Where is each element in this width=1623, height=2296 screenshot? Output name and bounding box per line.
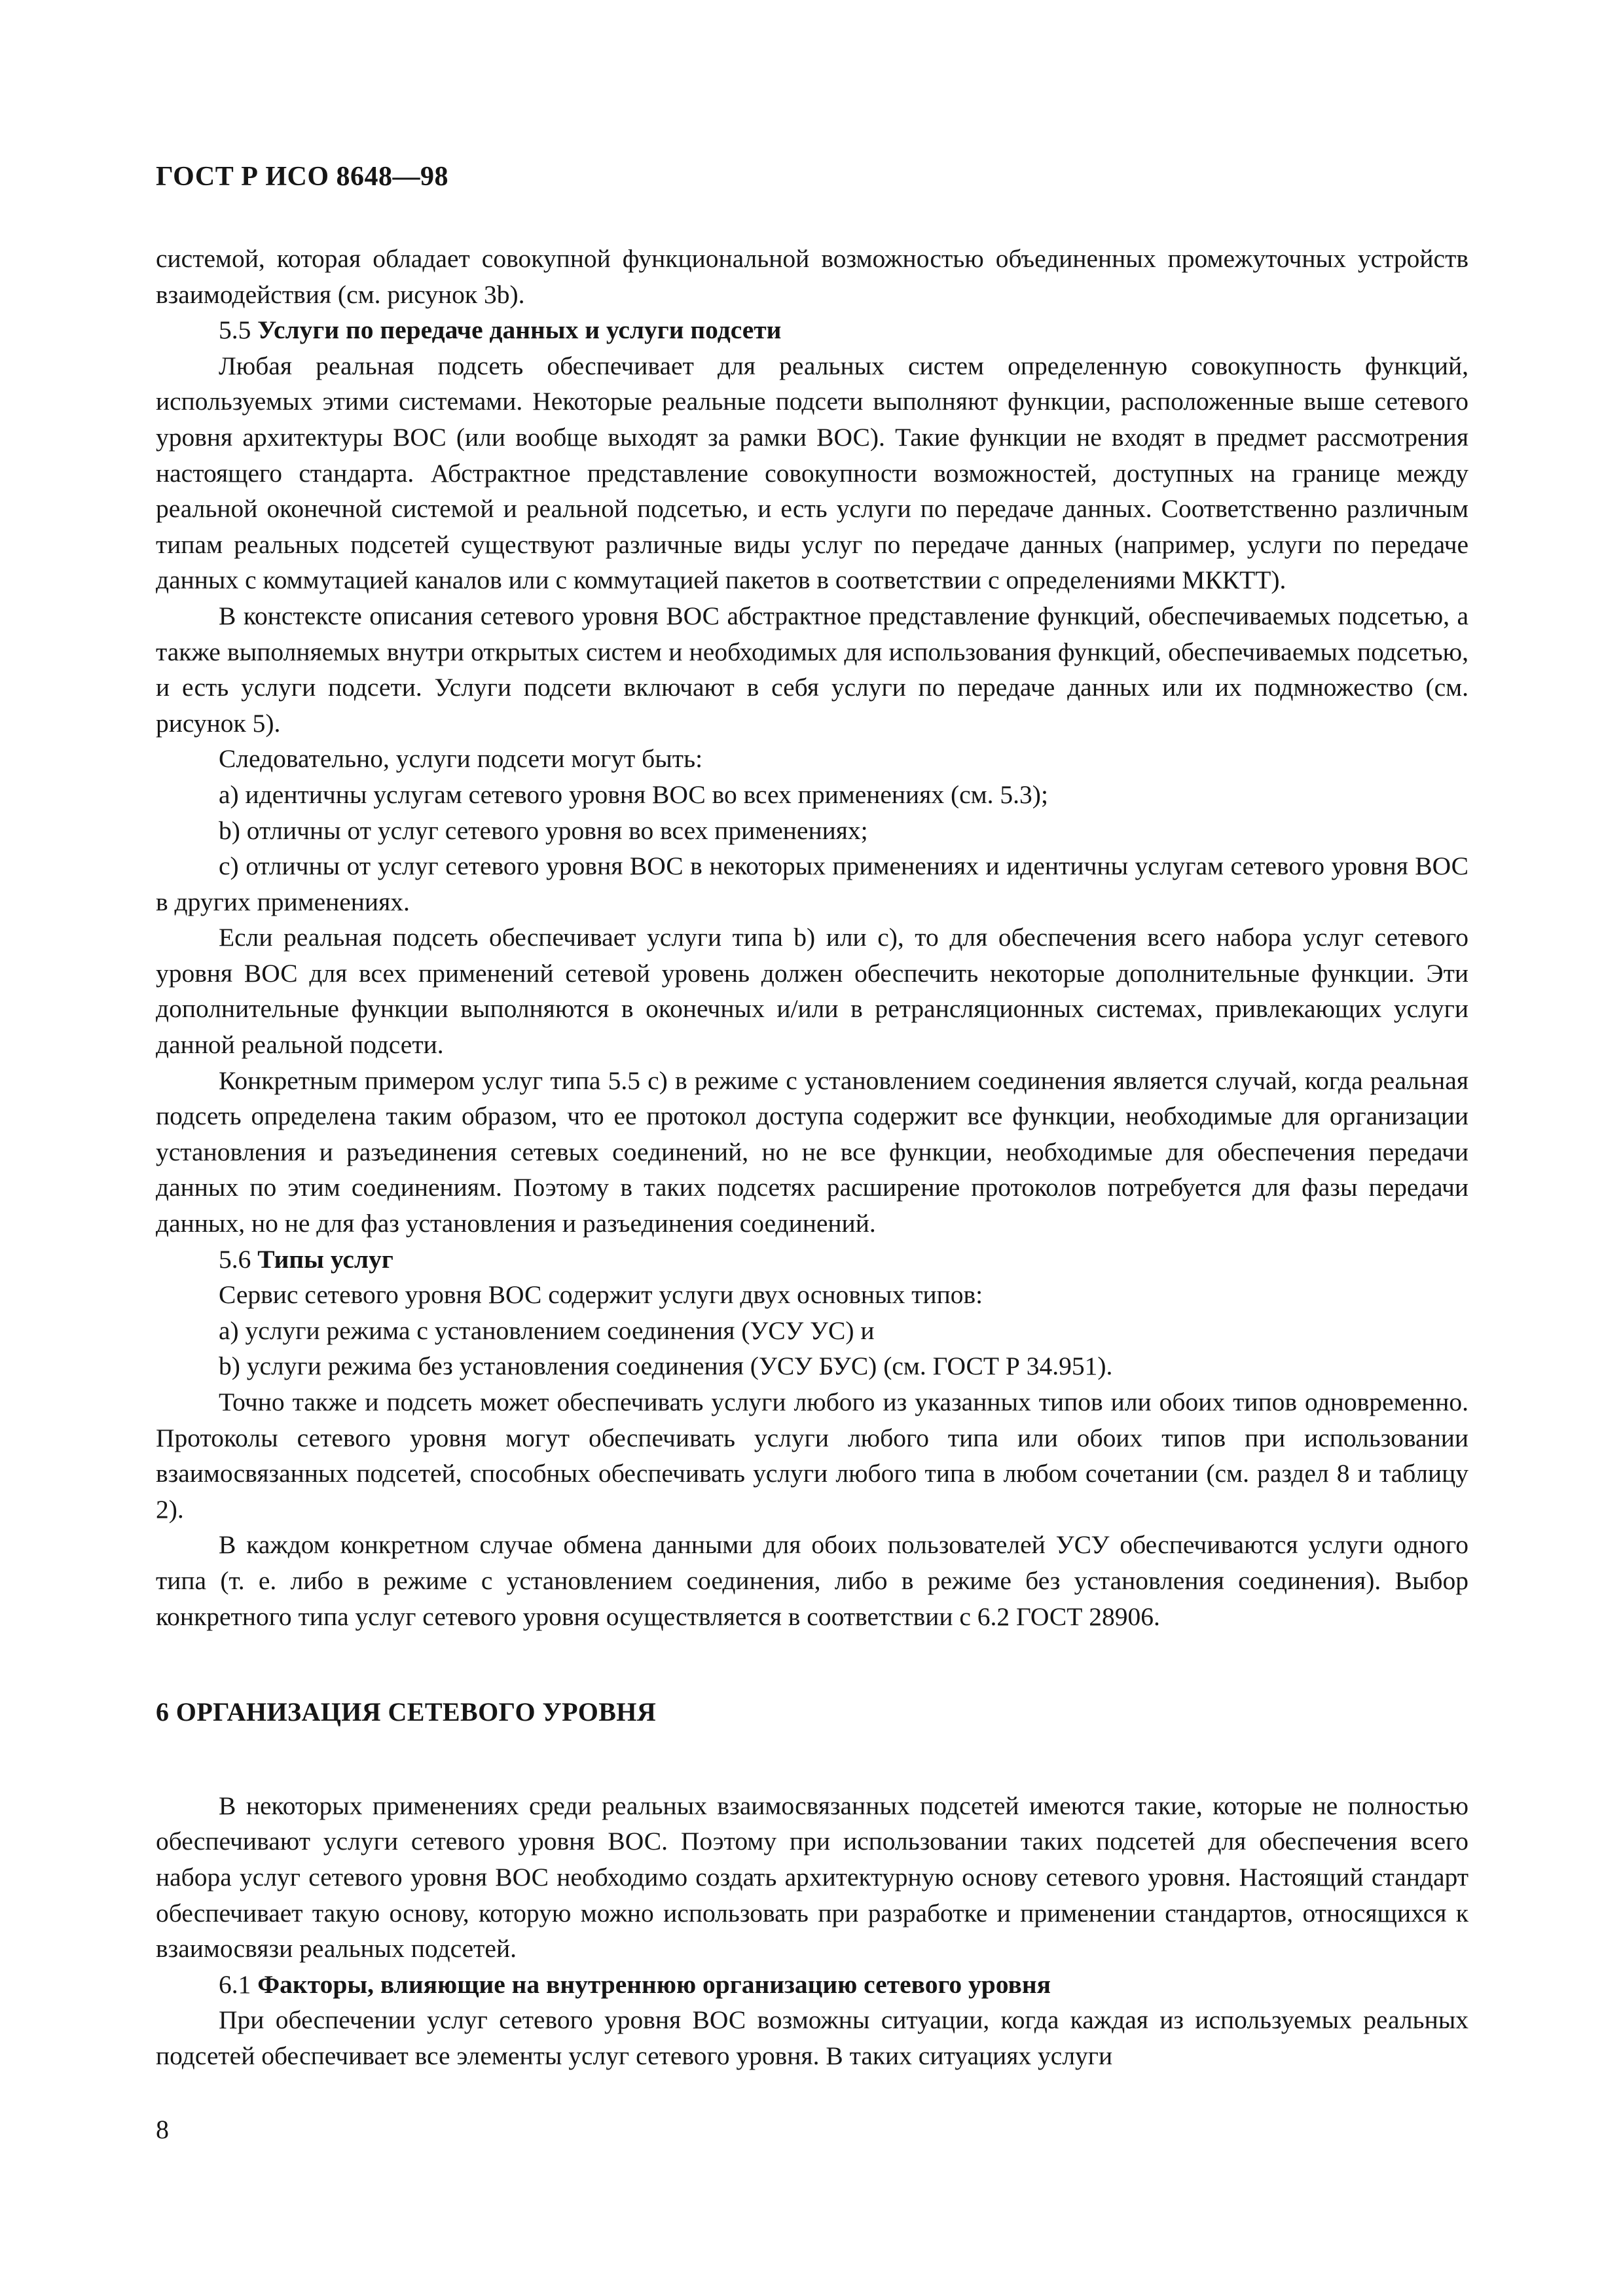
subsection-number: 5.6 <box>219 1244 258 1274</box>
paragraph: Сервис сетевого уровня ВОС содержит услуги двух основных типов: <box>219 1280 983 1310</box>
paragraph: При обеспечении услуг сетевого уровня ВОС возможны ситуации, когда каждая из используемых реальных подсетей обеспечивает все элементы услуг сетевого уровня. В таких ситуациях услуги <box>156 2005 1468 2070</box>
list-item: b) отличны от услуг сетевого уровня во всех применениях; <box>219 816 868 845</box>
document-header: ГОСТ Р ИСО 8648—98 <box>156 162 449 192</box>
paragraph: В каждом конкретном случае обмена данными для обоих пользователей УСУ обеспечиваются услуги одного типа (т. е. либо в режиме с установлением соединения, либо в режиме без установления соединения). Выбор конкретного типа услуг сетевого уровня осуществляется в соответствии с 6.2 ГОСТ 28906. <box>156 1530 1468 1631</box>
subsection-heading-6-1 <box>156 1967 1468 2003</box>
paragraph: системой, которая обладает совокупной функциональной возможностью объединенных промежуточных устройств взаимодействия (см. рисунок 3b). <box>156 244 1468 309</box>
subsection-heading-5-5 <box>156 312 1468 348</box>
page-number: 8 <box>156 2115 169 2144</box>
subsection-number: 5.5 <box>219 315 258 345</box>
list-item: с) отличны от услуг сетевого уровня ВОС в некоторых применениях и идентичны услугам сетевого уровня ВОС в других применениях. <box>156 852 1468 916</box>
paragraph: Если реальная подсеть обеспечивает услуги типа b) или с), то для обеспечения всего набора услуг сетевого уровня ВОС для всех применений сетевой уровень должен обеспечить некоторые дополнительные функции. Эти дополнительные функции выполняются в оконечных и/или в ретрансляционных системах, привлекающих услуги данной реальной подсети. <box>156 923 1468 1060</box>
subsection-title: Услуги по передаче данных и услуги подсети <box>257 315 782 345</box>
paragraph: Точно также и подсеть может обеспечивать услуги любого из указанных типов или обоих типов одновременно. Протоколы сетевого уровня могут обеспечивать услуги любого типа или обоих типов при использовании взаимосвязанных подсетей, способных обеспечивать услуги любого типа в любом сочетании (см. раздел 8 и таблицу 2). <box>156 1388 1468 1524</box>
paragraph: В некоторых применениях среди реальных взаимосвязанных подсетей имеются такие, которые не полностью обеспечивают услуги сетевого уровня ВОС. Поэтому при использовании таких подсетей для обеспечения всего набора услуг сетевого уровня ВОС необходимо создать архитектурную основу сетевого уровня. Настоящий стандарт обеспечивает такую основу, которую можно использовать при разработке и применении стандартов, относящихся к взаимосвязи реальных подсетей. <box>156 1791 1468 1964</box>
list-item: а) услуги режима с установлением соединения (УСУ УС) и <box>219 1316 875 1345</box>
subsection-title: Факторы, влияющие на внутреннюю организацию сетевого уровня <box>257 1969 1051 1999</box>
paragraph: Следовательно, услуги подсети могут быть: <box>219 744 703 774</box>
paragraph: Конкретным примером услуг типа 5.5 с) в режиме с установлением соединения является случай, когда реальная подсеть определена таким образом, что ее протокол доступа содержит все функции, необходимые для организации установления и разъединения сетевых соединений, но не все функции, необходимые для обеспечения передачи данных по этим соединениям. Поэтому в таких подсетях расширение протоколов потребуется для фазы передачи данных, но не для фаз установления и разъединения соединений. <box>156 1066 1468 1238</box>
subsection-number: 6.1 <box>219 1969 258 1999</box>
section-title-6: 6 ОРГАНИЗАЦИЯ СЕТЕВОГО УРОВНЯ <box>156 1697 657 1727</box>
paragraph: Любая реальная подсеть обеспечивает для реальных систем определенную совокупность функций, используемых этими системами. Некоторые реальные подсети выполняют функции, расположенные выше сетевого уровня архитектуры ВОС (или вообще выходят за рамки ВОС). Такие функции не входят в предмет рассмотрения настоящего стандарта. Абстрактное представление совокупности возможностей, доступных на границе между реальной оконечной системой и реальной подсетью, и есть услуги по передаче данных. Соответственно различным типам реальных подсетей существуют различные виды услуг по передаче данных (например, услуги по передаче данных с коммутацией каналов или с коммутацией пакетов в соответствии с определениями МККТТ). <box>156 351 1468 595</box>
list-item: b) услуги режима без установления соединения (УСУ БУС) (см. ГОСТ Р 34.951). <box>219 1352 1113 1381</box>
list-item: а) идентичны услугам сетевого уровня ВОС во всех применениях (см. 5.3); <box>219 780 1048 809</box>
paragraph: В констексте описания сетевого уровня ВОС абстрактное представление функций, обеспечиваемых подсетью, а также выполняемых внутри открытых систем и необходимых для использования функций, обеспечиваемых подсетью, и есть услуги подсети. Услуги подсети включают в себя услуги по передаче данных или их подмножество (см. рисунок 5). <box>156 601 1468 738</box>
document-body <box>156 241 1468 2074</box>
subsection-heading-5-6 <box>156 1242 1468 1278</box>
subsection-title: Типы услуг <box>257 1244 393 1274</box>
